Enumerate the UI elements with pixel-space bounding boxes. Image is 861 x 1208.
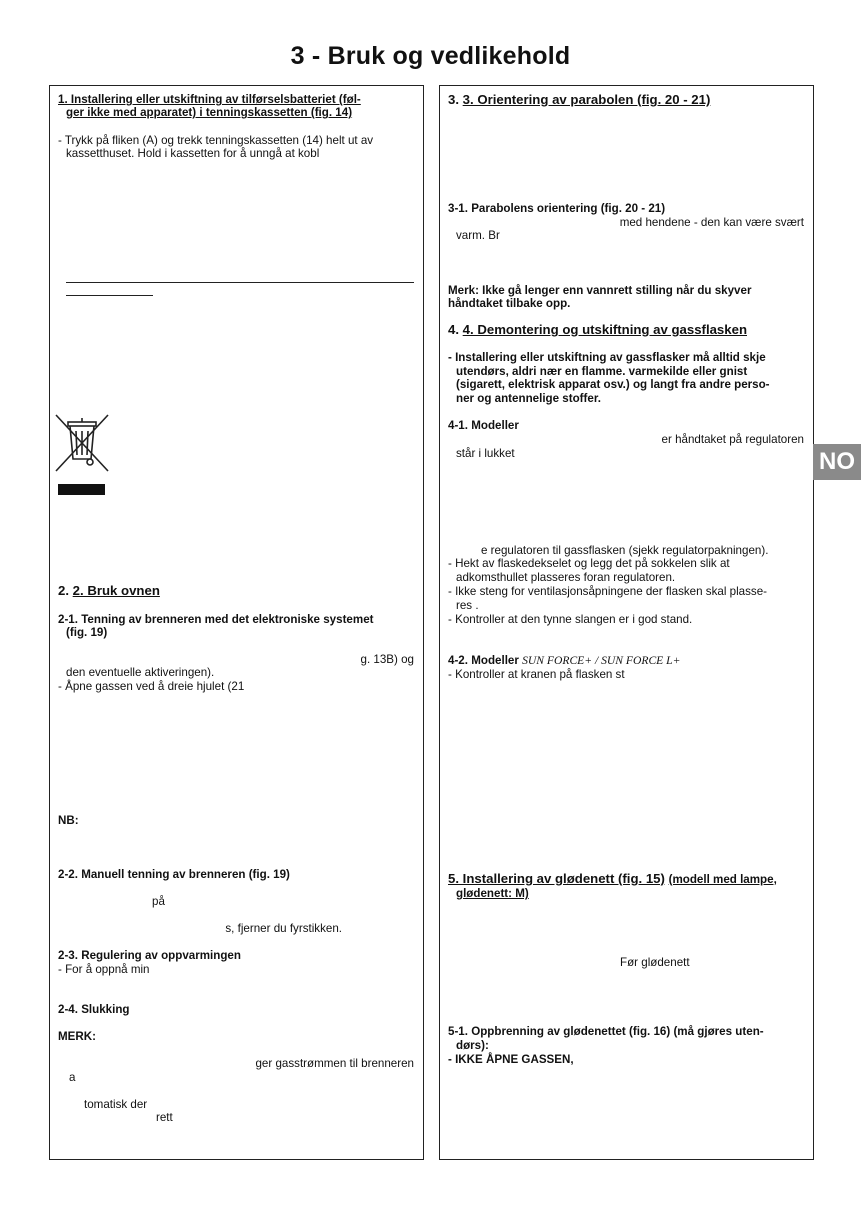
section-3-1-heading: 3-1. Parabolens orientering (fig. 20 - 21) [448, 202, 666, 215]
section-4-1-text-line-7: res . [456, 599, 479, 612]
model-names: SUN FORCE+ / SUN FORCE L+ [522, 654, 681, 667]
nb-label: NB: [58, 814, 79, 827]
section-2-2-heading: 2-2. Manuell tenning av brenneren (fig. 19) [58, 868, 290, 881]
section-2-1-text-line-3: - Åpne gassen ved å dreie hjulet (21 [58, 680, 245, 693]
section-4-1-text-line-2: står i lukket [456, 447, 515, 460]
section-2-4-text-line-4: rett [156, 1111, 173, 1124]
section-2-4-text-line-3: tomatisk der [84, 1098, 148, 1111]
section-2-1-heading-line-2: (fig. 19) [66, 626, 108, 639]
section-3-1-text-line-1: med hendene - den kan være svært [619, 216, 804, 229]
merk-note-line-2: håndtaket tilbake opp. [448, 297, 571, 310]
section-3-heading: 3. 3. Orientering av parabolen (fig. 20 - 21) [448, 92, 711, 107]
weee-black-bar [58, 484, 105, 495]
section-4-1-text-line-5: adkomsthullet plasseres foran regulatoren. [456, 571, 676, 584]
section-2-2-text-line-2: s, fjerner du fyrstikken. [225, 922, 342, 935]
section-2-3-text: - For å oppnå min [58, 963, 150, 976]
section-4-1-text-line-3: e regulatoren til gassflasken (sjekk regulatorpakningen). [481, 544, 769, 557]
section-1-text-line-2: kassetthuset. Hold i kassetten for å unngå at kobl [66, 147, 320, 160]
section-4-1-text-line-1: er håndtaket på regulatoren [661, 433, 804, 446]
section-4-text-line-2: utendørs, aldri nær en flamme. varmekilde eller gnist [456, 365, 748, 378]
section-4-2-text: - Kontroller at kranen på flasken st [448, 668, 625, 681]
section-2-1-heading-line-1: 2-1. Tenning av brenneren med det elektroniske systemet [58, 613, 374, 626]
section-4-1-text-line-8: - Kontroller at den tynne slangen er i god stand. [448, 613, 693, 626]
section-4-1-text-line-4: - Hekt av flaskedekselet og legg det på sokkelen slik at [448, 557, 730, 570]
section-5-text: Før glødenett [620, 956, 690, 969]
section-5-1-heading-line-2: dørs): [456, 1039, 489, 1052]
language-tab-no: NO [813, 444, 861, 480]
section-1-text-line-1: - Trykk på fliken (A) og trekk tenningskassetten (14) helt ut av [58, 134, 374, 147]
section-4-text-line-4: ner og antennelige stoffer. [456, 392, 601, 405]
section-4-heading: 4. 4. Demontering og utskiftning av gassflasken [448, 322, 747, 337]
page-title: 3 - Bruk og vedlikehold [290, 42, 571, 70]
section-4-text-line-1: - Installering eller utskiftning av gassflasker må alltid skje [448, 351, 766, 364]
section-4-text-line-3: (sigarett, elektrisk apparat osv.) og langt fra andre perso- [456, 378, 770, 391]
section-2-3-heading: 2-3. Regulering av oppvarmingen [58, 949, 241, 962]
section-5-heading-line-1: 5. Installering av glødenett (fig. 15) (modell med lampe, [448, 871, 777, 886]
section-2-1-text-line-2: den eventuelle aktiveringen). [66, 666, 215, 679]
weee-crossed-bin-icon [54, 413, 110, 473]
section-2-4-text-line-2: a [69, 1071, 76, 1084]
section-4-2-heading: 4-2. Modeller SUN FORCE+ / SUN FORCE L+ [448, 654, 681, 667]
section-5-1-text: - IKKE ÅPNE GASSEN, [448, 1053, 574, 1066]
section-4-1-heading: 4-1. Modeller [448, 419, 519, 432]
section-2-4-text-line-1: ger gasstrømmen til brenneren [255, 1057, 414, 1070]
section-3-1-text-line-2: varm. Br [456, 229, 500, 242]
section-1-heading-line-1: 1. Installering eller utskiftning av tilførselsbatteriet (føl- [58, 93, 361, 106]
merk-note-line-1: Merk: Ikke gå lenger enn vannrett stilling når du skyver [448, 284, 752, 297]
underline-rule-long [66, 282, 414, 283]
section-2-1-text-line-1: g. 13B) og [360, 653, 414, 666]
section-5-heading-line-2: glødenett: M) [456, 887, 529, 900]
section-2-4-heading: 2-4. Slukking [58, 1003, 130, 1016]
section-5-1-heading-line-1: 5-1. Oppbrenning av glødenettet (fig. 16) (må gjøres uten- [448, 1025, 764, 1038]
section-1-heading-line-2: ger ikke med apparatet) i tenningskassetten (fig. 14) [66, 106, 353, 119]
merk-label: MERK: [58, 1030, 96, 1043]
section-2-2-text-line-1: på [152, 895, 165, 908]
section-2-heading: 2. 2. Bruk ovnen [58, 583, 160, 598]
section-4-1-text-line-6: - Ikke steng for ventilasjonsåpningene der flasken skal plasse- [448, 585, 768, 598]
underline-rule-short [66, 295, 153, 296]
